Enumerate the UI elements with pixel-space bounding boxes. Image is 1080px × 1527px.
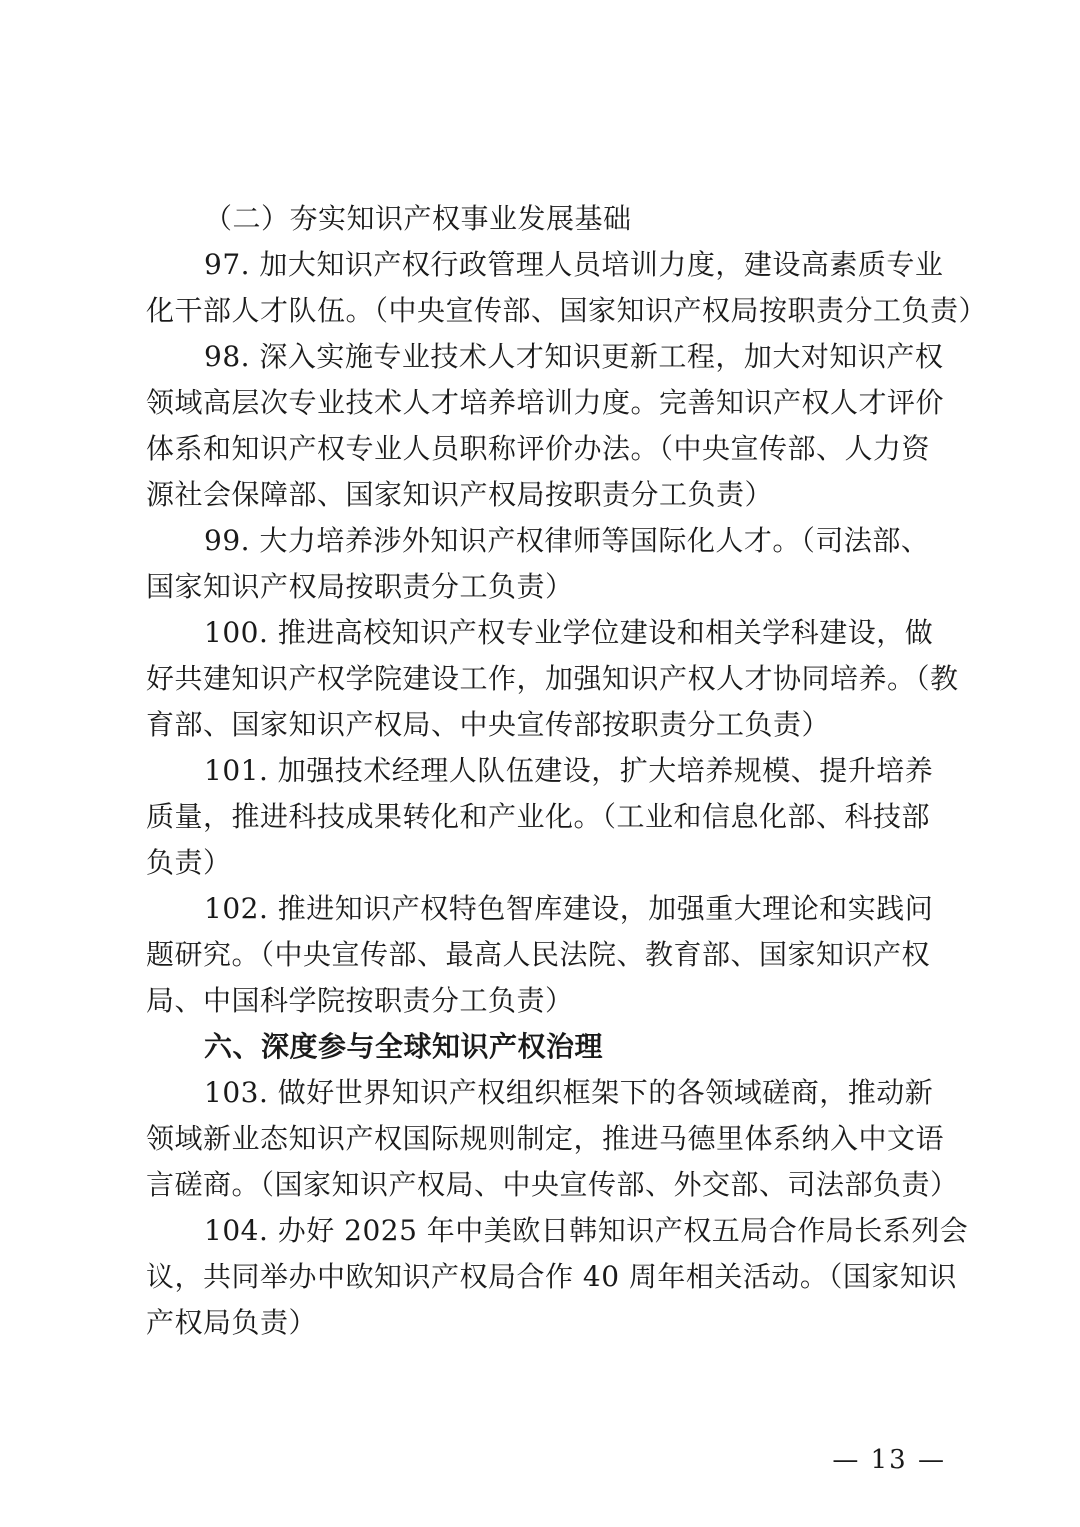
paragraph-line: 104. 办好 2025 年中美欧日韩知识产权五局合作局长系列会 (204, 1214, 969, 1247)
paragraph-line: 育部、国家知识产权局、中央宣传部按职责分工负责） (146, 708, 831, 741)
paragraph-line: 102. 推进知识产权特色智库建设，加强重大理论和实践问 (204, 892, 934, 925)
paragraph-line: 98. 深入实施专业技术人才知识更新工程，加大对知识产权 (204, 340, 944, 373)
item-102 (146, 886, 946, 1024)
paragraph-line: 体系和知识产权专业人员职称评价办法。（中央宣传部、人力资 (146, 432, 931, 465)
paragraph-line: 议，共同举办中欧知识产权局合作 40 周年相关活动。（国家知识 (146, 1260, 957, 1293)
item-99 (146, 518, 946, 610)
paragraph-line: 言磋商。（国家知识产权局、中央宣传部、外交部、司法部负责） (146, 1168, 959, 1201)
item-101 (146, 748, 946, 886)
paragraph-line: 局、中国科学院按职责分工负责） (146, 984, 574, 1017)
paragraph-line: 领域高层次专业技术人才培养培训力度。完善知识产权人才评价 (146, 386, 945, 419)
paragraph-line: 化干部人才队伍。（中央宣传部、国家知识产权局按职责分工负责） (146, 294, 988, 327)
item-98 (146, 334, 946, 518)
document-body (146, 196, 988, 1346)
page-number: — 13 — (832, 1445, 946, 1475)
item-103 (146, 1070, 959, 1208)
paragraph-line: 100. 推进高校知识产权专业学位建设和相关学科建设，做 (204, 616, 934, 649)
paragraph-line: 负责） (146, 846, 232, 879)
paragraph-line: 国家知识产权局按职责分工负责） (146, 570, 574, 603)
paragraph-line: 产权局负责） (146, 1306, 318, 1339)
paragraph-line: 题研究。（中央宣传部、最高人民法院、教育部、国家知识产权 (146, 938, 931, 971)
section-main-heading: 六、深度参与全球知识产权治理 (204, 1030, 604, 1063)
item-97 (146, 242, 988, 334)
item-104 (146, 1208, 969, 1346)
item-100 (146, 610, 959, 748)
paragraph-line: 领域新业态知识产权国际规则制定，推进马德里体系纳入中文语 (146, 1122, 945, 1155)
paragraph-line: 97. 加大知识产权行政管理人员培训力度，建设高素质专业 (204, 248, 944, 281)
section-sub-heading: （二）夯实知识产权事业发展基础 (204, 202, 632, 235)
paragraph-line: 99. 大力培养涉外知识产权律师等国际化人才。（司法部、 (204, 524, 930, 557)
paragraph-line: 源社会保障部、国家知识产权局按职责分工负责） (146, 478, 774, 511)
paragraph-line: 质量，推进科技成果转化和产业化。（工业和信息化部、科技部 (146, 800, 931, 833)
paragraph-line: 103. 做好世界知识产权组织框架下的各领域磋商，推动新 (204, 1076, 934, 1109)
paragraph-line: 101. 加强技术经理人队伍建设，扩大培养规模、提升培养 (204, 754, 934, 787)
paragraph-line: 好共建知识产权学院建设工作，加强知识产权人才协同培养。（教 (146, 662, 959, 695)
